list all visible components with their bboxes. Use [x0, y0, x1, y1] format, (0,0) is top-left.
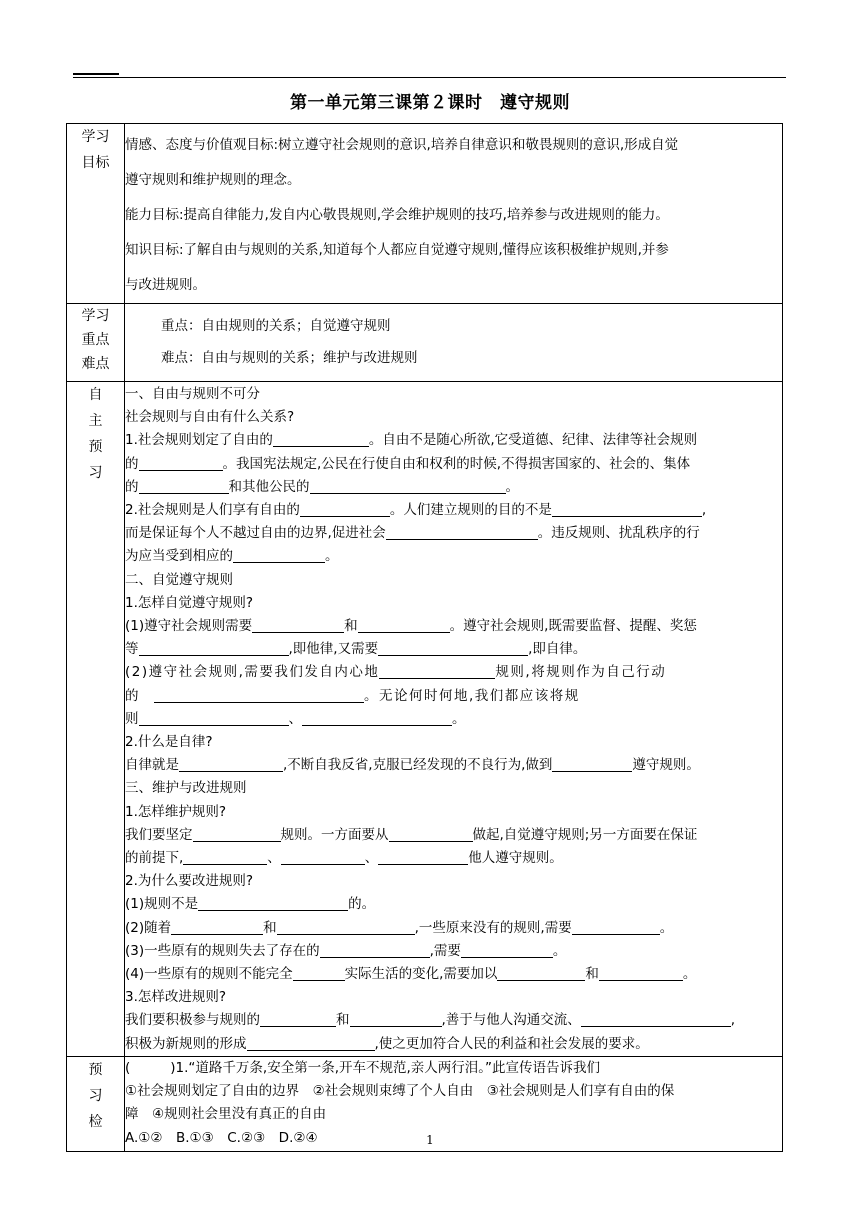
question: 1.怎样自觉遵守规则?	[125, 594, 254, 611]
question: 1.怎样维护规则?	[125, 803, 227, 820]
fill-line: (3)一些原有的规则失去了存在的 ,需要 。	[125, 942, 567, 959]
fill-line: (1)规则不是 的。	[125, 896, 376, 913]
fill-blank[interactable]	[260, 1010, 336, 1027]
section-heading: 二、自觉遵守规则	[125, 571, 233, 588]
section-heading: 三、维护与改进规则	[125, 780, 247, 797]
fill-blank[interactable]	[379, 662, 495, 679]
fill-line: 的 。无论何时何地,我们都应该将规	[125, 687, 580, 704]
fill-blank[interactable]	[139, 709, 289, 726]
fill-line: (2)随着 和 ,一些原来没有的规则,需要 。	[125, 919, 674, 936]
page-number: 1	[426, 1133, 434, 1147]
objective-line: 遵守规则和维护规则的理念。	[125, 172, 301, 188]
fill-line: 2.社会规则是人们享有自由的 。人们建立规则的目的不是 ,	[125, 502, 707, 519]
fill-blank[interactable]	[277, 918, 415, 935]
fill-blank[interactable]	[599, 964, 683, 981]
fill-blank[interactable]	[581, 1010, 731, 1027]
fill-blank[interactable]	[139, 639, 289, 656]
fill-line: 我们要积极参与规则的 和 ,善于与他人沟通交流、 ,	[125, 1012, 736, 1029]
option-line: ①社会规则划定了自由的边界 ②社会规则束缚了个人自由 ③社会规则是人们享有自由的保	[125, 1083, 675, 1100]
fill-line: 而是保证每个人不越过自由的边界,促进社会 。违反规则、扰乱秩序的行	[125, 525, 700, 542]
fill-line: (2)遵守社会规则,需要我们发自内心地 规则,将规则作为自己行动	[125, 664, 667, 681]
self-study-row	[67, 382, 783, 1057]
question-line: ( )1.“道路千万条,安全第一条,开车不规范,亲人两行泪。”此宣传语告诉我们	[125, 1059, 601, 1076]
fill-blank[interactable]	[273, 430, 369, 447]
fill-line: 则 、 。	[125, 710, 466, 727]
fill-blank[interactable]	[552, 755, 632, 772]
self-study-content	[125, 382, 783, 1057]
key-point: 重点：自由规则的关系；自觉遵守规则	[161, 318, 391, 334]
fill-line: 1.社会规则划定了自由的 。自由不是随心所欲,它受道德、纪律、法律等社会规则	[125, 432, 698, 449]
fill-blank[interactable]	[300, 500, 390, 517]
fill-line: (4)一些原有的规则不能完全 实际生活的变化,需要加以 和 。	[125, 966, 697, 983]
keypoints-label	[67, 304, 125, 382]
fill-blank[interactable]	[183, 848, 267, 865]
objective-line: 知识目标:了解自由与规则的关系,知道每个人都应自觉遵守规则,懂得应该积极维护规则,并参	[125, 242, 669, 258]
objective-line: 与改进规则。	[125, 277, 206, 293]
question: 2.什么是自律?	[125, 734, 213, 751]
objectives-label-text: 学习 目标	[81, 129, 110, 171]
fill-blank[interactable]	[139, 477, 229, 494]
fill-blank[interactable]	[386, 523, 538, 540]
header-rule	[73, 77, 786, 78]
fill-blank[interactable]	[310, 477, 506, 494]
fill-line: 的前提下, 、 、 他人遵守规则。	[125, 850, 563, 867]
fill-line: 为应当受到相应的 。	[125, 548, 339, 565]
fill-blank[interactable]	[281, 848, 365, 865]
objectives-row	[67, 124, 783, 304]
question: 社会规则与自由有什么关系?	[125, 409, 295, 426]
difficult-point: 难点：自由与规则的关系；维护与改进规则	[161, 350, 418, 366]
section-heading: 一、自由与规则不可分	[125, 386, 260, 402]
fill-line: 的 。我国宪法规定,公民在行使自由和权利的时候,不得损害国家的、社会的、集体	[125, 455, 691, 472]
fill-line: 我们要坚定 规则。一方面要从 做起,自觉遵守规则;另一方面要在保证	[125, 826, 698, 843]
lesson-table	[66, 123, 783, 1152]
fill-blank[interactable]	[302, 709, 452, 726]
fill-blank[interactable]	[378, 848, 468, 865]
fill-blank[interactable]	[252, 616, 344, 633]
fill-blank[interactable]	[139, 454, 223, 471]
fill-blank[interactable]	[552, 500, 702, 517]
keypoints-label-text: 学习 重点 难点	[81, 308, 110, 372]
fill-blank[interactable]	[389, 825, 473, 842]
question: 2.为什么要改进规则?	[125, 873, 254, 890]
self-study-label-text: 自 主 预 习	[88, 387, 103, 481]
fill-blank[interactable]	[293, 964, 345, 981]
fill-blank[interactable]	[193, 825, 281, 842]
self-study-label	[67, 382, 125, 1057]
fill-line: 自律就是 ,不断自我反省,克服已经发现的不良行为,做到 遵守规则。	[125, 757, 700, 774]
fill-blank[interactable]	[198, 894, 348, 911]
fill-line: 积极为新规则的形成 ,使之更加符合人民的利益和社会发展的要求。	[125, 1035, 649, 1052]
fill-blank[interactable]	[358, 616, 450, 633]
fill-line: 的 和其他公民的 。	[125, 478, 519, 495]
choices-line: A.①② B.①③ C.②③ D.②④	[125, 1129, 318, 1146]
fill-blank[interactable]	[497, 964, 585, 981]
fill-blank[interactable]	[572, 918, 660, 935]
fill-line: (1)遵守社会规则需要 和 。遵守社会规则,既需要监督、提醒、奖惩	[125, 618, 697, 635]
keypoints-content	[125, 304, 783, 382]
question: 3.怎样改进规则?	[125, 989, 227, 1006]
fill-blank[interactable]	[461, 941, 553, 958]
page-title: 第一单元第三课第２课时 遵守规则	[290, 93, 570, 113]
keypoints-row	[67, 304, 783, 382]
option-line: 障 ④规则社会里没有真正的自由	[125, 1106, 327, 1123]
fill-blank[interactable]	[179, 755, 283, 772]
objectives-label	[67, 124, 125, 304]
objective-line: 情感、态度与价值观目标:树立遵守社会规则的意识,培养自律意识和敬畏规则的意识,形成自觉	[125, 137, 679, 153]
fill-blank[interactable]	[171, 918, 263, 935]
preview-check-label-text: 预 习 检	[88, 1061, 103, 1130]
objectives-content	[125, 124, 783, 304]
objective-line: 能力目标:提高自律能力,发自内心敬畏规则,学会维护规则的技巧,培养参与改进规则的能力。	[125, 207, 669, 223]
fill-blank[interactable]	[378, 639, 528, 656]
fill-blank[interactable]	[154, 686, 364, 703]
fill-blank[interactable]	[320, 941, 430, 958]
fill-blank[interactable]	[233, 546, 325, 563]
fill-line: 等 ,即他律,又需要 ,即自律。	[125, 641, 587, 658]
fill-blank[interactable]	[247, 1034, 375, 1051]
header-short-rule	[73, 73, 119, 75]
fill-blank[interactable]	[350, 1010, 442, 1027]
